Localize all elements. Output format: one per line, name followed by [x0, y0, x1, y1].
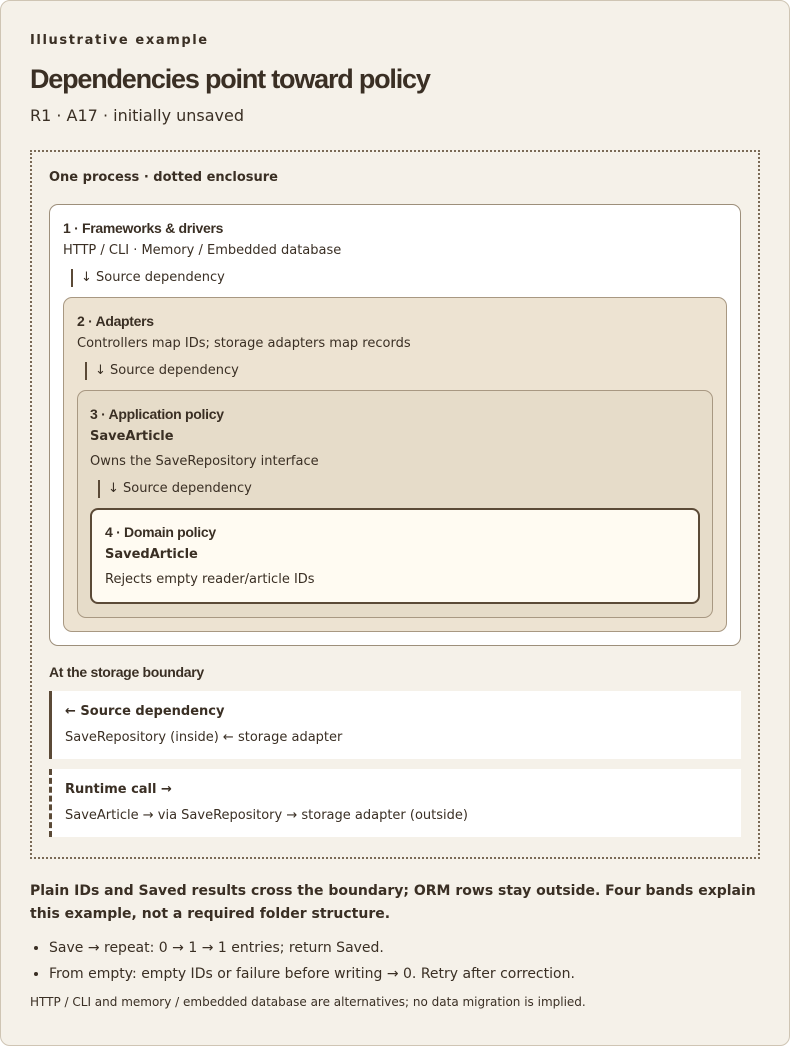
band-title: 3 · Application policy [90, 406, 224, 422]
band-description: Owns the SaveRepository interface [90, 454, 319, 469]
source-dependency-arrow: ↓ Source dependency [85, 362, 713, 380]
page-title: Dependencies point toward policy [30, 64, 430, 94]
use-case-name: SaveArticle [90, 429, 174, 444]
process-enclosure [30, 150, 760, 859]
note-title: ← Source dependency [65, 704, 225, 719]
band-title: 4 · Domain policy [105, 524, 216, 540]
runtime-call-note [49, 769, 741, 837]
band-title: 2 · Adapters [77, 313, 154, 329]
summary-text: Plain IDs and Saved results cross the boundary; ORM rows stay outside. Four bands explain this example, not a required folder structure. [30, 883, 756, 922]
band-description: Controllers map IDs; storage adapters map records [77, 336, 411, 351]
entity-name: SavedArticle [105, 547, 198, 562]
list-item: • Save → repeat: 0 → 1 → 1 entries; return Saved. [49, 938, 760, 958]
note-title: Runtime call → [65, 782, 172, 797]
boundary-label: At the storage boundary [49, 664, 204, 680]
band-domain-policy [90, 508, 700, 604]
band-frameworks-drivers [49, 204, 741, 646]
band-adapters [63, 297, 727, 632]
band-title: 1 · Frameworks & drivers [63, 220, 224, 236]
footnote: HTTP / CLI and memory / embedded database are alternatives; no data migration is implied. [30, 995, 586, 1009]
source-dependency-arrow: ↓ Source dependency [71, 269, 727, 287]
note-body: SaveRepository (inside) ← storage adapter [65, 730, 343, 745]
eyebrow: Illustrative example [30, 33, 209, 48]
source-dependency-note [49, 691, 741, 759]
band-application-policy [77, 390, 713, 618]
band-description: Rejects empty reader/article IDs [105, 572, 315, 587]
bullet-list [30, 938, 760, 984]
process-label: One process · dotted enclosure [49, 170, 278, 185]
list-item: • From empty: empty IDs or failure before writing → 0. Retry after correction. [49, 964, 760, 984]
subtitle: R1 · A17 · initially unsaved [30, 106, 245, 125]
note-body: SaveArticle → via SaveRepository → storage adapter (outside) [65, 808, 468, 823]
source-dependency-arrow: ↓ Source dependency [98, 480, 700, 498]
band-description: HTTP / CLI · Memory / Embedded database [63, 243, 342, 258]
